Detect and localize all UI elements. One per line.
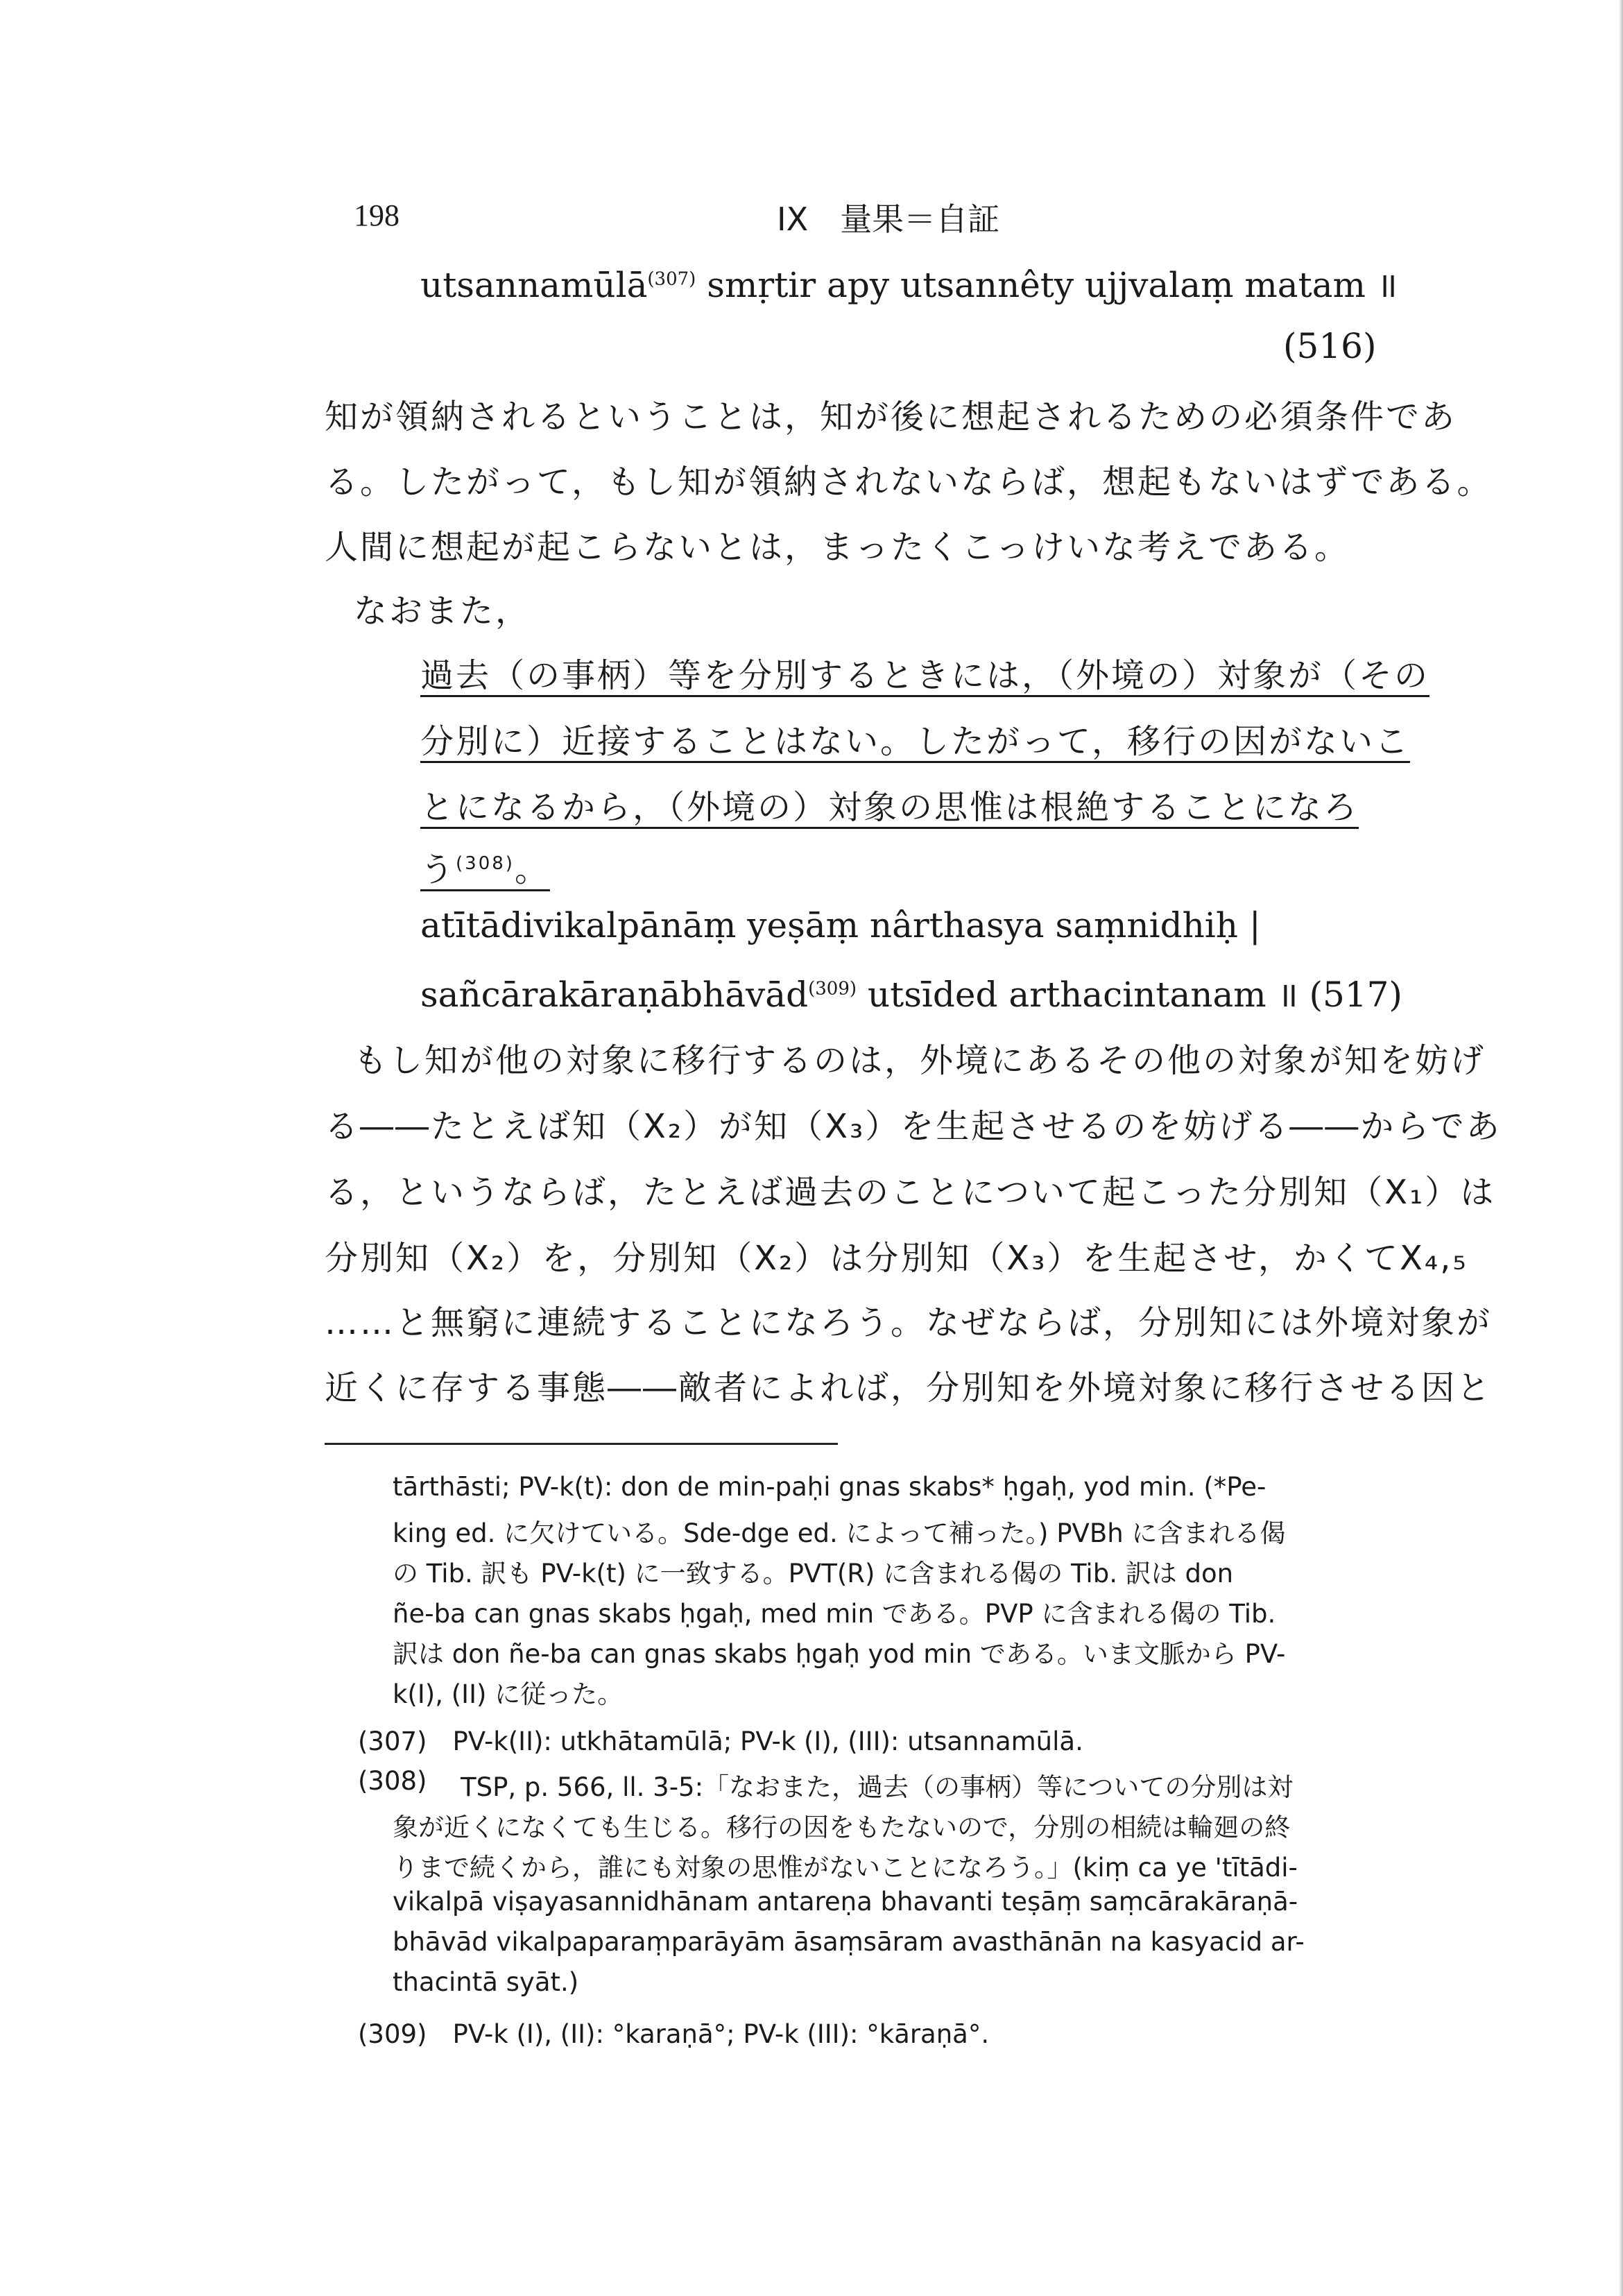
quote-end-mark: 。 (514, 850, 550, 889)
verse-517-line-2 (420, 970, 1402, 1017)
footnote-308-line-5: bhāvād vikalpaparaṃparāyām āsaṃsāram avasthānān na kasyacid ar- (393, 1927, 1305, 1957)
verse-516-word: utsannamūlā (420, 265, 648, 305)
verse-517-rest: utsīded arthacintanam ॥ (517) (857, 975, 1402, 1015)
footnote-308-line-4: vikalpā viṣayasannidhānam antareṇa bhavanti teṣāṃ saṃcārakāraṇā- (393, 1887, 1298, 1917)
para2-line-4: 分別知（X₂）を，分別知（X₂）は分別知（X₃）を生起させ，かくてX₄,₅ (325, 1239, 1468, 1278)
footnote-ref-307: (307) (647, 268, 696, 290)
footnote-rule (325, 1443, 838, 1445)
para2-line-5: ……と無窮に連続することになろう。なぜならば，分別知には外境対象が (325, 1303, 1493, 1342)
para1-line-2: る。したがって，もし知が領納されないならば，想起もないはずである。 (325, 463, 1493, 502)
footnote-cont-line-5: 訳は don ñe-ba can gnas skabs ḥgaḥ yod min である。いま文脈から PV- (393, 1639, 1286, 1669)
footnote-cont-line-6: k(I), (II) に従った。 (393, 1679, 624, 1709)
verse-517-word: sañcārakāraṇābhāvād (420, 975, 809, 1015)
quote-line-1: 過去（の事柄）等を分別するときには，（外境の）対象が（その (420, 656, 1430, 695)
para2-line-6: 近くに存する事態――敵者によれば，分別知を外境対象に移行させる因と (325, 1369, 1493, 1407)
para1-line-1: 知が領納されるということは，知が後に想起されるための必須条件であ (325, 397, 1457, 436)
footnote-307: (307) PV-k(II): utkhātamūlā; PV-k (I), (III): utsannamūlā. (358, 1727, 1083, 1756)
naomata-line: なおまた， (354, 592, 531, 631)
verse-516-line (420, 260, 1398, 307)
quote-line-3: とになるから，（外境の）対象の思惟は根絶することになろ (420, 788, 1359, 827)
verse-516-number: (516) (1283, 326, 1377, 366)
para1-line-3: 人間に想起が起こらないとは，まったくこっけいな考えである。 (325, 528, 1350, 567)
footnote-309: (309) PV-k (I), (II): °karaṇā°; PV-k (III): °kāraṇā°. (358, 2019, 990, 2049)
footnote-308-line-6: thacintā syāt.) (393, 1967, 579, 1997)
quote-line-2: 分別に）近接することはない。したがって，移行の因がないこ (420, 722, 1411, 761)
page-number: 198 (354, 198, 400, 232)
footnote-308-label: (308) (358, 1766, 427, 1796)
footnote-cont-line-3: の Tib. 訳も PV-k(t) に一致する。PVT(R) に含まれる偈の Tib. 訳は don (393, 1559, 1234, 1588)
footnote-cont-line-4: ñe-ba can gnas skabs ḥgaḥ, med min である。PVP に含まれる偈の Tib. (393, 1599, 1276, 1629)
verse-516-rest: smṛtir apy utsannêty ujjvalaṃ matam ॥ (696, 265, 1398, 305)
verse-517-line-1: atītādivikalpānāṃ yeṣāṃ nârthasya saṃnidhiḥ | (420, 905, 1261, 945)
footnote-308-line-3: りまで続くから，誰にも対象の思惟がないことになろう。」(kiṃ ca ye 'tītādi- (393, 1853, 1298, 1883)
footnote-ref-309: (309) (808, 978, 857, 1000)
footnote-cont-line-2: king ed. に欠けている。Sde-dge ed. によって補った。) PVBh に含まれる偈 (393, 1518, 1286, 1548)
page-edge-shadow (1619, 0, 1623, 2296)
para2-line-3: る，というならば，たとえば過去のことについて起こった分別知（X₁）は (325, 1173, 1496, 1212)
footnote-308-line-2: 象が近くになくても生じる。移行の因をもたないので，分別の相続は輪廻の終 (393, 1813, 1291, 1842)
footnote-308-line-1: TSP, p. 566, ll. 3-5:「なおまた，過去（の事柄）等についての分別は対 (461, 1772, 1294, 1802)
quote-line-4 (420, 843, 550, 891)
para2-line-1: もし知が他の対象に移行するのは，外境にあるその他の対象が知を妨げ (354, 1041, 1486, 1080)
running-head: IX 量果＝自証 (777, 200, 1000, 238)
quote-last-char: う (420, 850, 456, 889)
footnote-cont-line-1: tārthāsti; PV-k(t): don de min-paḥi gnas skabs* ḥgaḥ, yod min. (*Pe- (393, 1472, 1266, 1502)
footnote-ref-308: (308) (456, 853, 515, 874)
para2-line-2: る――たとえば知（X₂）が知（X₃）を生起させるのを妨げる――からであ (325, 1107, 1502, 1146)
